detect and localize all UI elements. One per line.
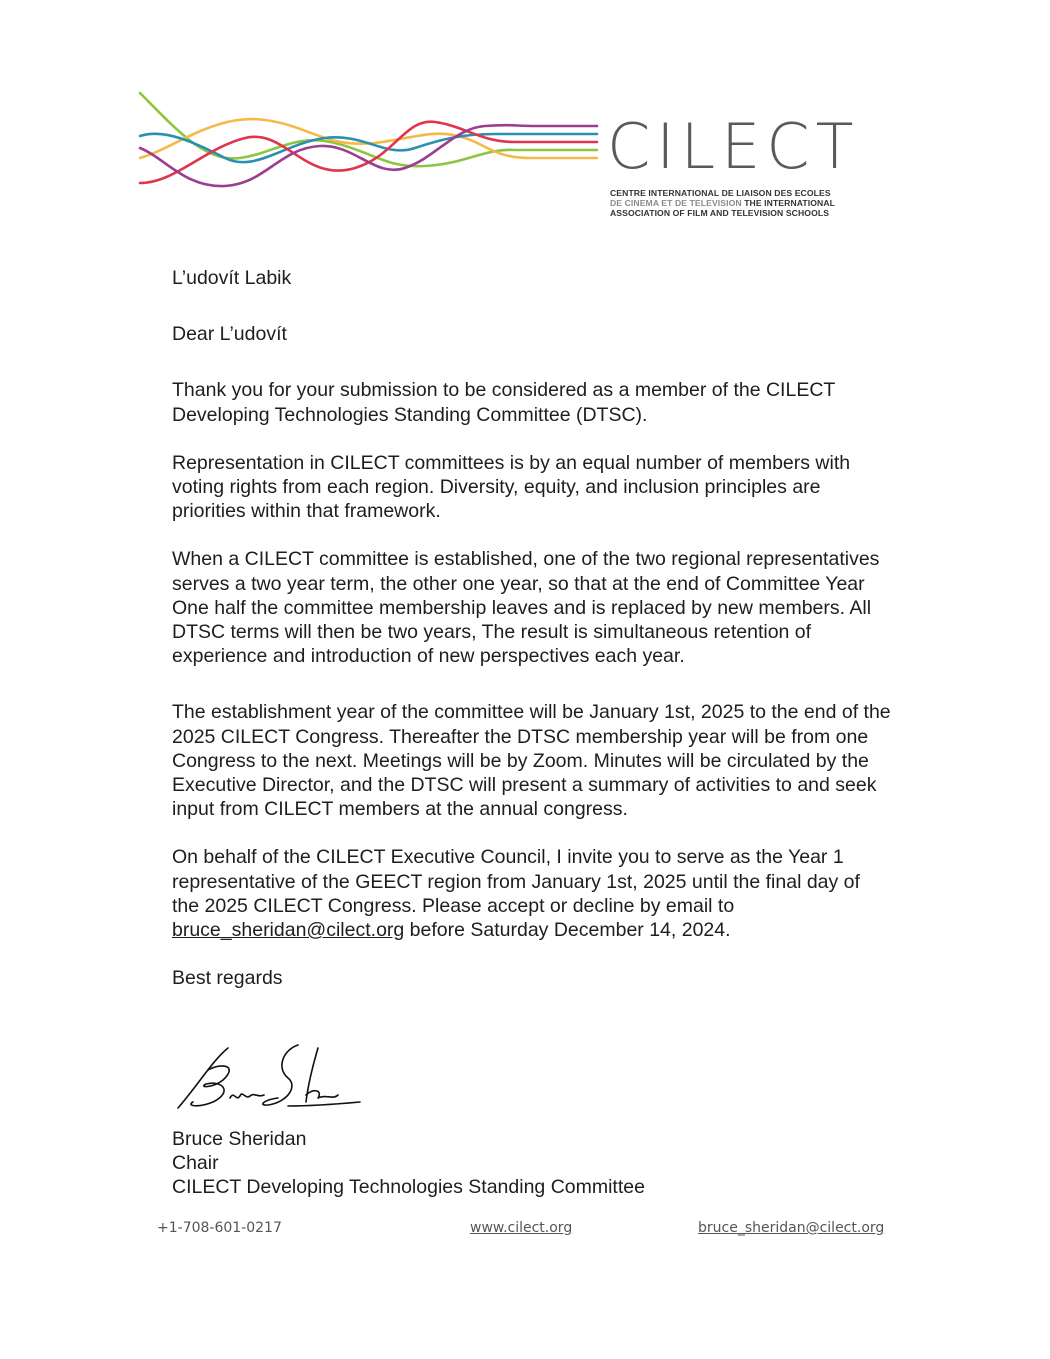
letter-body [172, 266, 892, 990]
invite-email-link[interactable]: bruce_sheridan@cilect.org [172, 919, 405, 942]
tagline-line-2 [610, 198, 870, 208]
signer-block [172, 1127, 645, 1200]
handwritten-signature [168, 1040, 363, 1120]
footer-website-link[interactable]: www.cilect.org [470, 1220, 573, 1236]
cilect-tagline [610, 188, 870, 218]
tagline-line-1: CENTRE INTERNATIONAL DE LIAISON DES ECOLES [610, 188, 831, 198]
footer [0, 1220, 1050, 1242]
letterhead [0, 0, 1050, 240]
footer-phone: +1-708-601-0217 [157, 1220, 282, 1236]
signer-committee: CILECT Developing Technologies Standing Committee [172, 1176, 645, 1199]
salutation: Dear L’udovít [172, 323, 287, 346]
paragraph-1: Thank you for your submission to be considered as a member of the CILECT Developing Technologies Standing Committee (DTSC). [172, 379, 835, 426]
paragraph-3: When a CILECT committee is established, one of the two regional representatives serves a two year term, the other one year, so that at the end of Committee Year One half the committee membership leaves and is replaced by new members. All DTSC terms will then be two years, The result is simultaneous retention of experience and introduction of new perspectives each year. [172, 548, 880, 668]
cilect-wordmark: CILECT [607, 110, 860, 183]
tagline-line-2-bold: THE INTERNATIONAL [744, 198, 836, 208]
paragraph-5-end: before Saturday December 14, 2024. [409, 919, 731, 942]
tagline-line-3: ASSOCIATION OF FILM AND TELEVISION SCHOOLS [610, 208, 830, 218]
tagline-line-2-muted: DE CINEMA ET DE TELEVISION [610, 198, 742, 208]
logo-wave-red [140, 122, 597, 183]
closing: Best regards [172, 967, 283, 990]
cilect-logo-waves [135, 88, 605, 198]
paragraph-5 [172, 845, 892, 942]
recipient-name: L’udovít Labik [172, 267, 292, 289]
signer-role: Chair [172, 1152, 219, 1175]
paragraph-5-intro: On behalf of the CILECT Executive Council, I invite you to serve as the Year 1 representative of the GEECT region from January 1st, 2025 until the final day of the 2025 CILECT Congress. Please accept or decline by email to [172, 846, 860, 917]
signer-name: Bruce Sheridan [172, 1128, 307, 1150]
footer-email-link[interactable]: bruce_sheridan@cilect.org [698, 1220, 885, 1236]
paragraph-4: The establishment year of the committee will be January 1st, 2025 to the end of the 2025 CILECT Congress. Thereafter the DTSC membership year will be from one Congress to the next. Meetings will be by Zoom. Minutes will be circulated by the Executive Director, and the DTSC will present a summary of activities to and seek input from CILECT members at the annual congress. [172, 701, 891, 821]
paragraph-2: Representation in CILECT committees is by an equal number of members with voting rights from each region. Diversity, equity, and inclusion principles are priorities within that framework. [172, 451, 851, 523]
